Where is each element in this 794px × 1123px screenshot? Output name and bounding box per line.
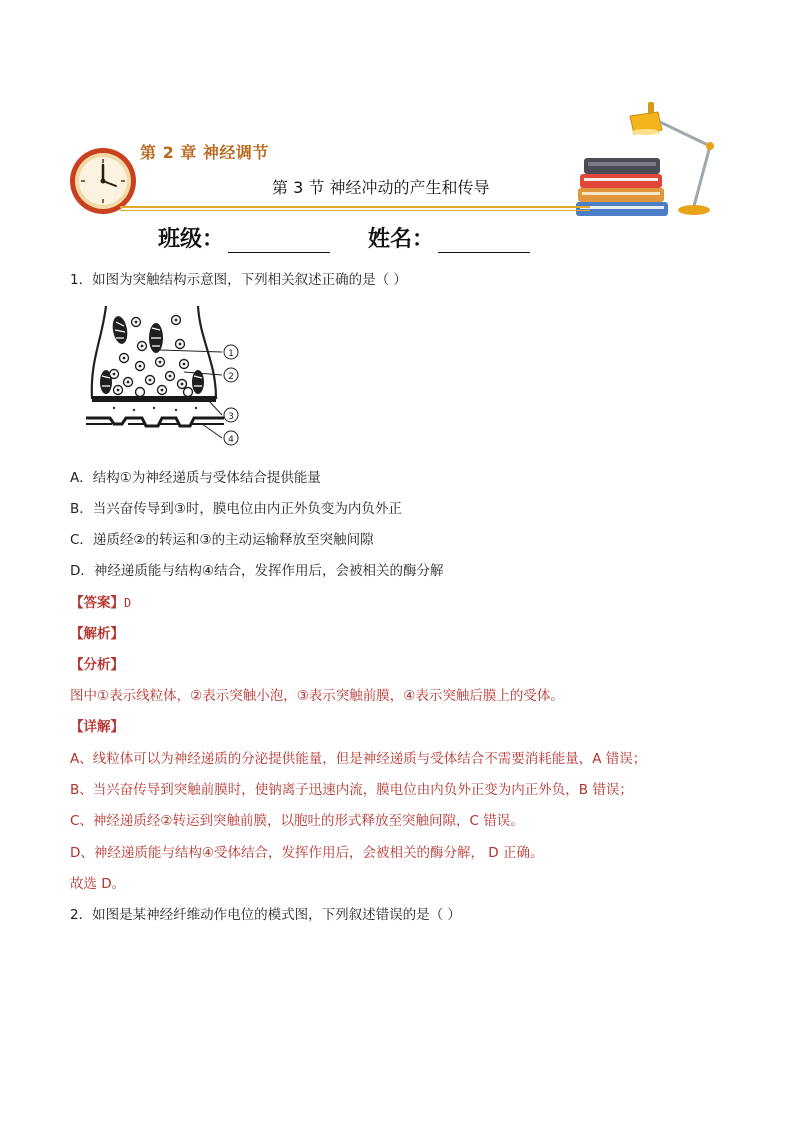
detail-c: C、神经递质经②转运到突触前膜，以胞吐的形式释放至突触间隙，C 错误。 [70,813,524,829]
answer-value: D [124,596,132,610]
fenxi-label: 【分析】 [70,657,124,673]
detail-d: D、神经递质能与结构④受体结合，发挥作用后，会被相关的酶分解， D 正确。 [70,845,544,861]
chapter-title: 第 2 章 神经调节 [140,143,269,162]
detail-a: A、线粒体可以为神经递质的分泌提供能量，但是神经递质与受体结合不需要消耗能量，A 错误； [70,751,647,767]
question-2-stem: 2．如图是某神经纤维动作电位的模式图，下列叙述错误的是（ ） [70,907,461,923]
conclusion: 故选 D。 [70,876,126,892]
analysis-label: 【解析】 [70,626,124,642]
class-blank[interactable] [228,230,330,253]
detail-label: 【详解】 [70,719,124,735]
fenxi-text: 图中①表示线粒体，②表示突触小泡，③表示突触前膜，④表示突触后膜上的受体。 [70,688,564,704]
header-divider-thin [120,210,590,211]
student-info-row [158,222,530,253]
books-lamp-illustration [574,96,720,220]
section-title: 第 3 节 神经冲动的产生和传导 [272,178,490,197]
svg-text:1: 1 [228,349,234,359]
svg-text:4: 4 [228,435,234,445]
question-1-option-d: D．神经递质能与结构④结合，发挥作用后，会被相关的酶分解 [70,563,444,579]
name-label: 姓名： [368,227,435,252]
svg-text:2: 2 [228,372,234,382]
name-blank[interactable] [438,230,530,253]
synapse-diagram [84,300,244,450]
svg-text:3: 3 [228,412,234,422]
question-1-option-a: A．结构①为神经递质与受体结合提供能量 [70,470,321,486]
detail-b: B、当兴奋传导到突触前膜时，使钠离子迅速内流，膜电位由内负外正变为内正外负，B 错误； [70,782,633,798]
answer-row [70,591,131,611]
question-1-option-b: B．当兴奋传导到③时，膜电位由内正外负变为内负外正 [70,501,402,517]
answer-label: 【答案】 [70,595,124,611]
question-1-stem: 1．如图为突触结构示意图，下列相关叙述正确的是（ ） [70,272,407,288]
question-1-option-c: C．递质经②的转运和③的主动运输释放至突触间隙 [70,532,374,548]
class-label: 班级： [158,227,225,252]
header-divider [120,206,590,208]
